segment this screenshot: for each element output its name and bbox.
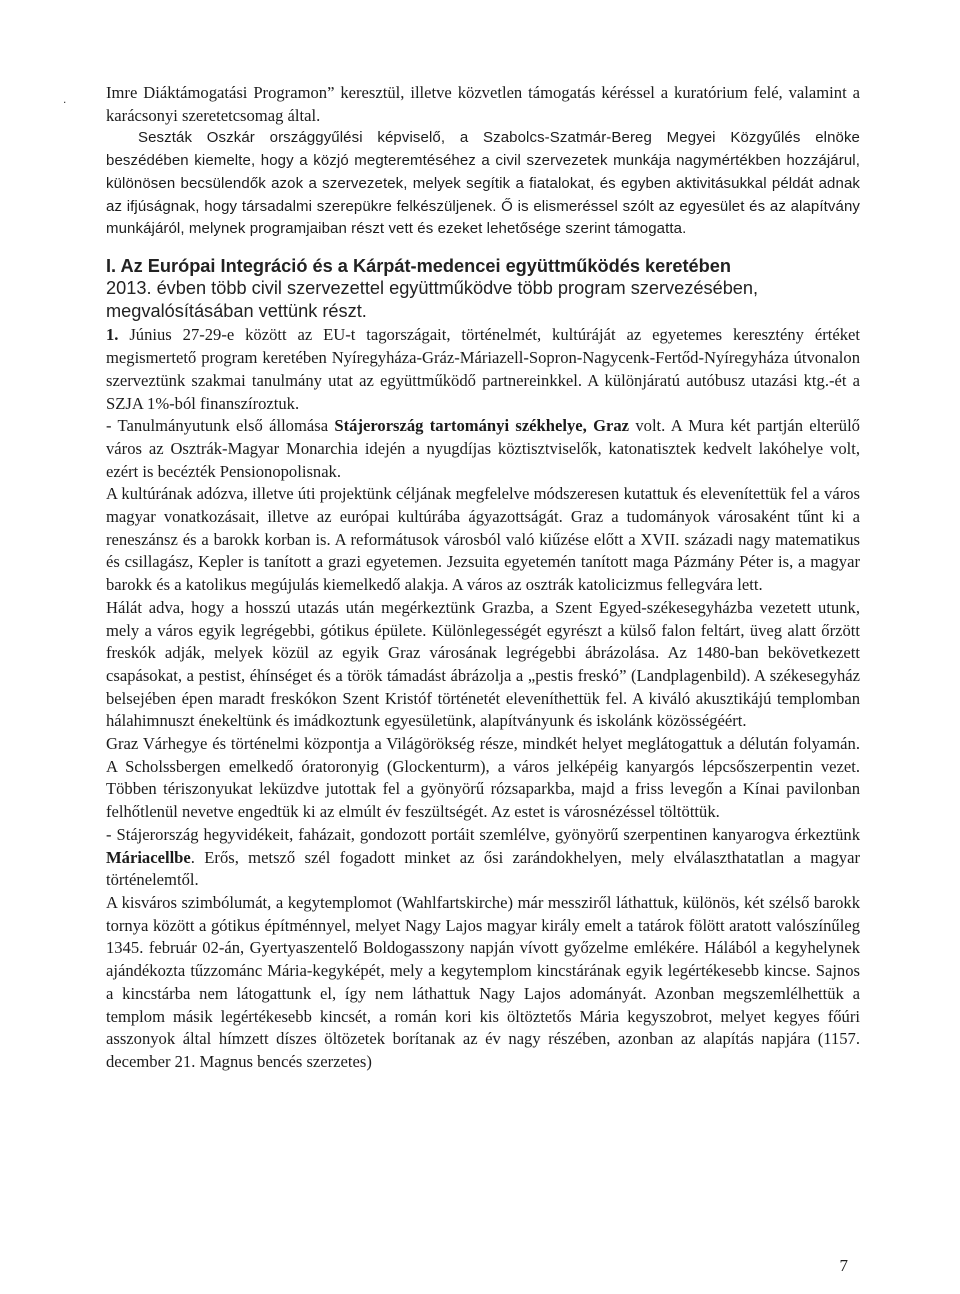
paragraph-graz-first-stop xyxy=(106,415,860,483)
graz-intro-text: - Tanulmányutunk első állomása xyxy=(106,416,335,436)
section-heading: I. Az Európai Integráció és a Kárpát-medencei együttműködés keretében xyxy=(106,255,731,276)
margin-mark: . xyxy=(63,92,67,106)
mariazell-intro-text: - Stájerország hegyvidékeit, faházait, gondozott portáit szemlélve, gyönyörű szerpentinen kanyarogva érkeztünk xyxy=(106,824,860,844)
mariazell-highlight: Máriacellbe xyxy=(106,847,191,867)
list-number: 1. xyxy=(106,325,119,345)
paragraph-culture: A kultúrának adózva, illetve úti projektünk céljának megfelelve módszeresen kutattuk és elevenítettük fel a város magyar vonatkozásait, illetve az európai kultúrába ágyazottságát. Graz a tudományok városaként tűnt ki a reneszánsz és a barokk korban is. A reformátusok városból való kiűzése előtt a XVII. századi nagy matematikus és csillagász, Kepler is tanított a grazi egyetemen. Jezsuita egyetemén tanított maga Pázmány Péter is, a magyar barokk és a katolikus megújulás kiemelkedő alakja. A város az osztrák katolicizmus fellegvára lett. xyxy=(106,484,860,595)
paragraph-castle-hill: Graz Várhegye és történelmi központja a Világörökség része, mindkét helyet meglátogattuk a délután folyamán. A Scholssbergen emelkedő óratoronyig (Glockenturm), a város jelképéig kanyargós lépcsőszerpentin vezet. Többen tériszonyukat leküzdve jutottak fel a gyönyörű rózsaparkba, majd a friss levegőn a Kínai pavilonban felhőtlenül nevetve engedtük ki az elmúlt év feszültségét. Az estet is városnézéssel töltöttük. xyxy=(106,734,860,822)
paragraph-june-trip xyxy=(106,324,860,415)
graz-description: volt. A Mura két partján elterülő város az Osztrák-Magyar Monarchia idején a nyugdíjas köztisztviselők, katonatisztek kedvelt lakóhelye volt, ezért is becézték Pensionopolisnak. xyxy=(106,416,860,481)
paragraph-seszt-speech: Seszták Oszkár országgyűlési képviselő, a Szabolcs-Szatmár-Bereg Megyei Közgyűlés elnöke beszédében kiemelte, hogy a közjó megteremtéséhez a civil szervezetek munkája nagymértékben hozzájárul, különösen becsülendők azok a szervezetek, melyek segítik a fiatalokat, és egyben aktivitásukkal példát adnak az ifjúságnak, hogy társadalmi szerepükre felkészüljenek. Ő is elismeréssel szólt az egyesület és az alapítvány munkájáról, melynek programjaiban részt vett és ezeket lehetősége szerint támogatta. xyxy=(106,129,860,238)
paragraph-june-trip-text: Június 27-29-e között az EU-t tagországait, történelmét, kultúráját az egyetemes keresztény értéket megismertető program keretében Nyíregyháza-Gráz-Máriazell-Sopron-Nagycenk-Fertőd-Nyíregyháza útvonalon szerveztünk szakmai tanulmány utat az együttműködő partnereinkkel. A különjáratú autóbusz utazási ktg.-ét a SZJA 1%-ból finanszíroztuk. xyxy=(106,325,860,413)
mariazell-description: . Erős, metsző szél fogadott minket az ősi zarándokhelyen, mely elválaszthatatlan a magyar történelemtől. xyxy=(106,847,860,890)
paragraph-mariazell-arrival xyxy=(106,824,860,892)
page-number: 7 xyxy=(839,1256,848,1275)
paragraph-imre-program: Imre Diáktámogatási Programon” keresztül, illetve közvetlen támogatás kéréssel a kuratórium felé, valamint a karácsonyi szeretetcsomag által. xyxy=(106,83,860,125)
section-intro: 2013. évben több civil szervezettel együttműködve több program szervezésében, megvalósításában vettünk részt. xyxy=(106,278,759,321)
graz-highlight: Stájerország tartományi székhelye, Graz xyxy=(334,416,630,436)
document-page xyxy=(106,82,860,1074)
paragraph-basilica: A kisváros szimbólumát, a kegytemplomot (Wahlfartskirche) már messziről láthattuk, különös, két szélső barokk tornya között a gótikus építménnyel, melyet Nagy Lajos magyar király emelt a tatárok fölött aratott valószínűleg 1345. február 02-án, Gyertyaszentelő Boldogasszony napján vívott győzelme emlékére. Hálából a kegyhelynek ajándékozta tűzzománc Mária-kegyképét, mely a kegytemplom kincstárának egyik legértékesebb kincse. Sajnos a kincstárba nem látogattunk el, így nem láthattuk Nagy Lajos adományát. Azonban megszemlélhettük a templom másik legértékesebb kincsét, a román kori kis öltöztetős Mária kegyszobrot, melyet kegyes főúri asszonyok által hímzett díszes öltözetek borítanak az év nagy részében, azonban az alapítás napjára (1157. december 21. Magnus bencés szerzetes) xyxy=(106,893,860,1071)
paragraph-cathedral: Hálát adva, hogy a hosszú utazás után megérkeztünk Grazba, a Szent Egyed-székesegyházba vezetett utunk, mely a város egyik legrégebbi, gótikus épülete. Különlegességét egyrészt a külső falon feltárt, üveg alatt őrzött freskók adják, melyek közül az egyik Graz városának legrégebbi ábrázolása. Az 1480-ban bekövetkezett csapásokat, a pestist, éhínséget és a török támadást ábrázolja a „pestis freskó” (Landplagenbild). A székesegyház belsejében épen maradt freskókon Szent Kristóf történetét eleveníthettük fel. A kiváló akusztikájú templomban hálahimnuszt énekeltünk és imádkoztunk egyesületünk, alapítványunk és iskolánk közösségéért. xyxy=(106,597,860,731)
